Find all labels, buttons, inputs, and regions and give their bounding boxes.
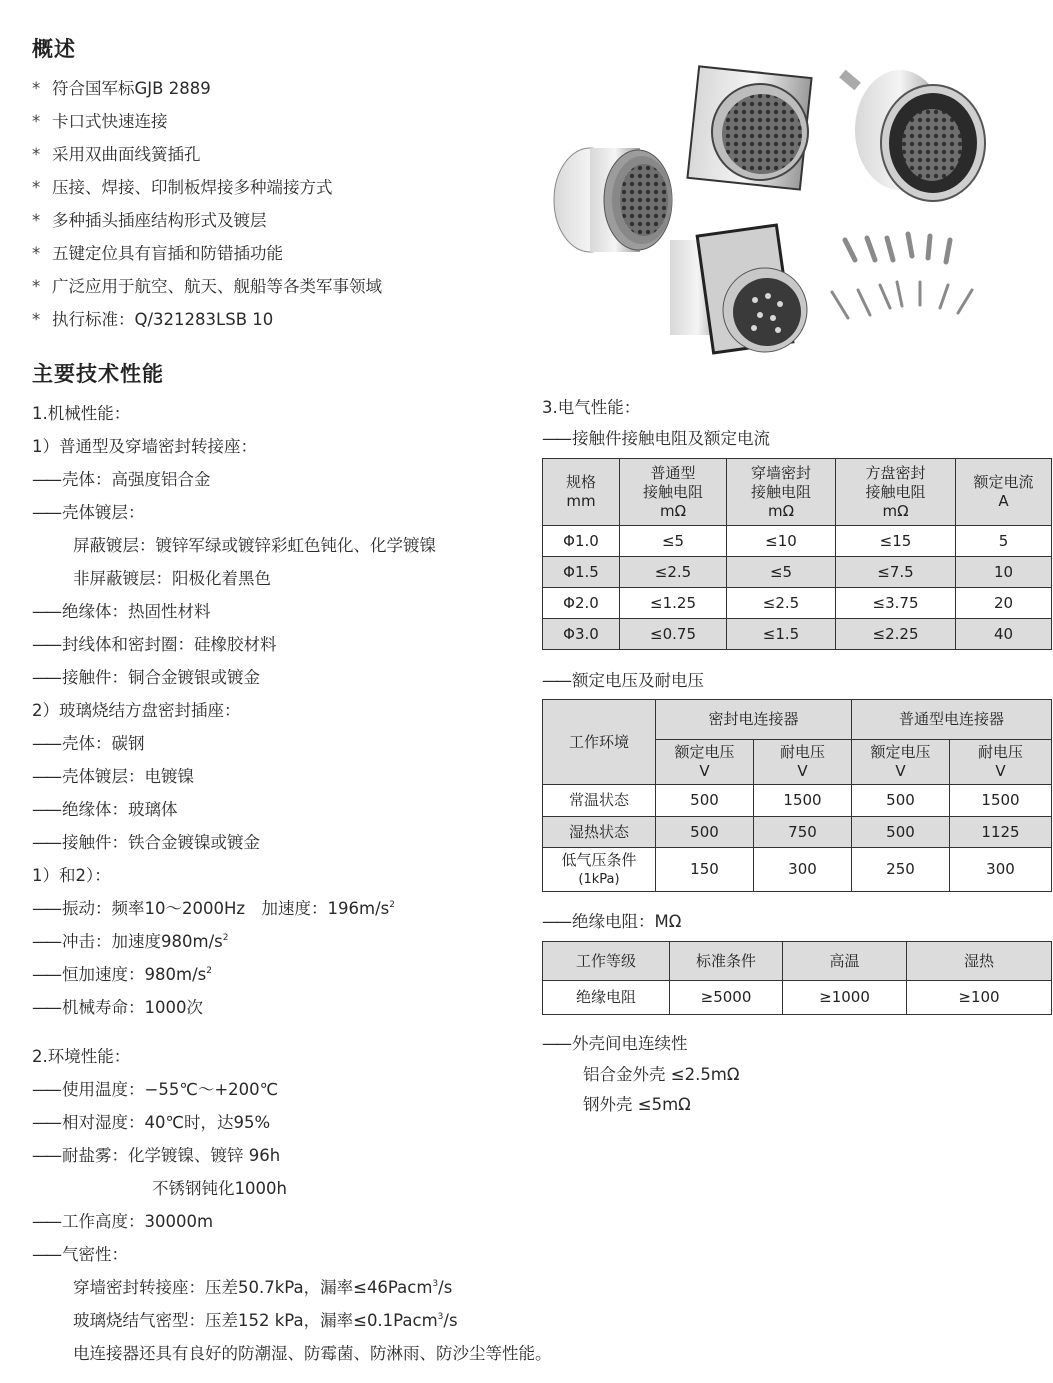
list-item: * 五键定位具有盲插和防错插功能: [32, 237, 382, 270]
spec-vibration: —— 振动：频率10～2000Hz 加速度：$196m/s^2$: [32, 899, 396, 918]
list-item: * 执行标准：Q/321283LSB 10: [32, 303, 382, 336]
contact-table-title: —— 接触件接触电阻及额定电流: [542, 429, 770, 448]
spec-salt-spray: —— 耐盐雾：化学镀镍、镀锌 96h: [32, 1146, 281, 1165]
spec-item: —— 接触件：铜合金镀银或镀金: [32, 668, 260, 687]
spec-life: —— 机械寿命：1000次: [32, 998, 203, 1017]
spec-item: —— 封线体和密封圈：硅橡胶材料: [32, 635, 277, 654]
voltage-table: [542, 699, 1052, 892]
mechanical-section: [32, 397, 436, 1024]
list-item: * 采用双曲面线簧插孔: [32, 138, 382, 171]
spec-airtight: —— 气密性：: [32, 1245, 128, 1264]
table-header: 耐电压 V: [950, 740, 1052, 785]
sub1-heading: 1）普通型及穿墙密封转接座：: [32, 437, 257, 456]
spec-airtight-wall: 穿墙密封转接座：压差50.7kPa，漏率≤46Pacm$^3$/s: [73, 1278, 453, 1297]
specs-title: 主要技术性能: [32, 362, 164, 386]
electrical-heading: 3.电气性能：: [542, 398, 641, 417]
asterisk-icon: *: [32, 244, 41, 263]
voltage-table-title: —— 额定电压及耐电压: [542, 671, 704, 690]
continuity-item: 铝合金外壳 ≤2.5mΩ: [583, 1065, 740, 1084]
list-item: * 卡口式快速连接: [32, 105, 382, 138]
spec-item: —— 接触件：铁合金镀镍或镀金: [32, 833, 260, 852]
table-header: 额定电流 A: [956, 459, 1052, 526]
table-header: 耐电压 V: [754, 740, 852, 785]
asterisk-icon: *: [32, 211, 41, 230]
table-header: 额定电压 V: [852, 740, 950, 785]
table-header: 工作环境: [543, 700, 656, 785]
spec-item: —— 壳体镀层：: [32, 503, 145, 522]
table-header: 普通型 接触电阻 mΩ: [620, 459, 727, 526]
spec-salt-spray-2: 不锈钢钝化1000h: [152, 1179, 287, 1198]
asterisk-icon: *: [32, 79, 41, 98]
continuity-title: —— 外壳间电连续性: [542, 1034, 688, 1053]
table-row: Φ1.5 ≤2.5 ≤5 ≤7.5 10: [543, 557, 1052, 588]
product-photo: [540, 60, 1053, 360]
asterisk-icon: *: [32, 178, 41, 197]
spec-item: —— 壳体镀层：电镀镍: [32, 767, 194, 786]
overview-title: 概述: [32, 37, 76, 61]
spec-extra: 电连接器还具有良好的防潮湿、防霉菌、防淋雨、防沙尘等性能。: [73, 1344, 552, 1363]
asterisk-icon: *: [32, 112, 41, 131]
spec-shock: —— 冲击：加速度$980m/s^2$: [32, 932, 229, 951]
environmental-section: [32, 1040, 552, 1370]
spec-item: —— 壳体：高强度铝合金: [32, 470, 211, 489]
mechanical-heading: 1.机械性能：: [32, 404, 131, 423]
list-item: * 符合国军标GJB 2889: [32, 72, 382, 105]
table-header: 普通型电连接器: [852, 700, 1052, 740]
continuity-item: 钢外壳 ≤5mΩ: [583, 1095, 691, 1114]
table-header: 额定电压 V: [656, 740, 754, 785]
continuity-section: [542, 1027, 740, 1120]
table-row: Φ3.0 ≤0.75 ≤1.5 ≤2.25 40: [543, 619, 1052, 650]
spec-subitem: 屏蔽镀层：镀锌军绿或镀锌彩虹色钝化、化学镀镍: [73, 536, 436, 555]
insulation-table-title: —— 绝缘电阻：MΩ: [542, 912, 682, 931]
list-item: * 多种插头插座结构形式及镀层: [32, 204, 382, 237]
list-item: * 压接、焊接、印制板焊接多种端接方式: [32, 171, 382, 204]
table-row: Φ2.0 ≤1.25 ≤2.5 ≤3.75 20: [543, 588, 1052, 619]
spec-subitem: 非屏蔽镀层：阳极化着黑色: [73, 569, 271, 588]
spec-item: —— 绝缘体：玻璃体: [32, 800, 178, 819]
both-heading: 1）和2）：: [32, 866, 111, 885]
table-header: 规格 mm: [543, 459, 620, 526]
table-row: 湿热状态 500 750 500 1125: [543, 817, 1052, 848]
table-row: 绝缘电阻 ≥5000 ≥1000 ≥100: [543, 981, 1052, 1015]
spec-humidity: —— 相对湿度：40℃时，达95%: [32, 1113, 271, 1132]
insulation-table: [542, 941, 1052, 1015]
table-row: Φ1.0 ≤5 ≤10 ≤15 5: [543, 526, 1052, 557]
table-header: 工作等级: [543, 942, 670, 981]
sub2-heading: 2）玻璃烧结方盘密封插座：: [32, 701, 241, 720]
asterisk-icon: *: [32, 310, 41, 329]
spec-temperature: —— 使用温度：−55℃～+200℃: [32, 1080, 279, 1099]
table-header: 方盘密封 接触电阻 mΩ: [836, 459, 956, 526]
contact-resistance-table: [542, 458, 1052, 650]
table-header: 密封电连接器: [656, 700, 852, 740]
list-item: * 广泛应用于航空、航天、舰船等各类军事领域: [32, 270, 382, 303]
table-row: 常温状态 500 1500 500 1500: [543, 785, 1052, 817]
spec-altitude: —— 工作高度：30000m: [32, 1212, 214, 1231]
spec-item: —— 绝缘体：热固性材料: [32, 602, 211, 621]
connectors-illustration-icon: [540, 60, 1053, 360]
table-header: 湿热: [907, 942, 1052, 981]
spec-const-accel: —— 恒加速度：$980m/s^2$: [32, 965, 212, 984]
table-header: 高温: [783, 942, 907, 981]
asterisk-icon: *: [32, 277, 41, 296]
table-row: 低气压条件 (1kPa) 150 300 250 300: [543, 848, 1052, 892]
table-header: 标准条件: [670, 942, 783, 981]
overview-bullet-list: [32, 72, 382, 336]
spec-airtight-glass: 玻璃烧结气密型：压差152 kPa，漏率≤0.1Pacm$^3$/s: [73, 1311, 458, 1330]
environmental-heading: 2.环境性能：: [32, 1047, 131, 1066]
asterisk-icon: *: [32, 145, 41, 164]
table-header: 穿墙密封 接触电阻 mΩ: [727, 459, 836, 526]
spec-item: —— 壳体：碳钢: [32, 734, 145, 753]
